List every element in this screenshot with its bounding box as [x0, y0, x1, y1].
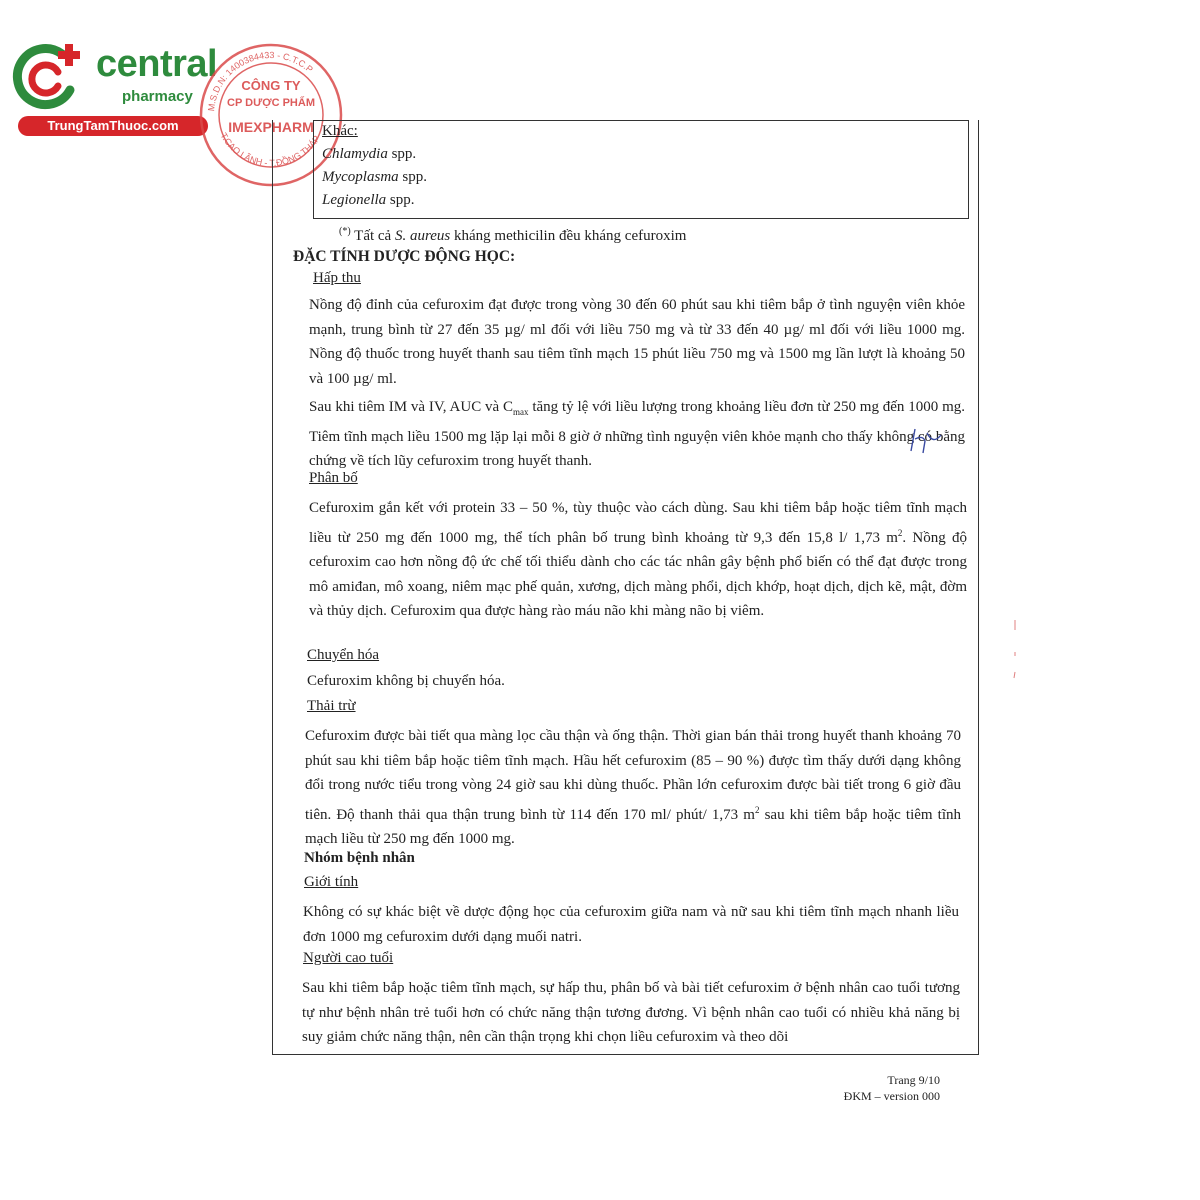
heading-gender: Giới tính [304, 874, 359, 890]
heading-elderly: Người cao tuổi [303, 950, 394, 966]
svg-text:IMEXPHARM: IMEXPHARM [228, 119, 314, 135]
margin-marks [1010, 620, 1020, 680]
svg-text:T.CAO LÃNH - T.ĐỒNG THÁP: T.CAO LÃNH - T.ĐỒNG THÁP [218, 131, 322, 169]
metabolism-paragraph: Cefuroxim không bị chuyển hóa. [307, 673, 505, 689]
heading-metabolism: Chuyển hóa [307, 647, 380, 663]
svg-text:CP DƯỢC PHẨM: CP DƯỢC PHẨM [227, 97, 315, 109]
page-number: Trang 9/10 [887, 1073, 940, 1087]
list-item: Legionella spp. [322, 192, 415, 208]
absorption-paragraph-2: Sau khi tiêm IM và IV, AUC và $C_{max}$ tăng tỷ lệ với liều lượng trong khoảng liều đơn từ 250 mg đến 1000 mg. Tiêm tĩnh mạch liều 1500 mg lặp lại mỗi 8 giờ ở những tình nguyện viên khỏe mạnh cho thấy không có bằng chứng về tích lũy cefuroxim trong huyết thanh. [309, 399, 965, 469]
document-page [272, 120, 979, 1055]
gender-paragraph: Không có sự khác biệt về dược động học của cefuroxim giữa nam và nữ sau khi tiêm tĩnh mạch nhanh liều đơn 1000 mg cefuroxim dưới dạng muối natri. [303, 904, 959, 945]
page-footer [830, 1072, 940, 1104]
table-header: Khác: [322, 123, 358, 139]
distribution-paragraph: Cefuroxim gắn kết với protein 33 – 50 %, tùy thuộc vào cách dùng. Sau khi tiêm bắp hoặc tiêm tĩnh mạch liều từ 250 mg đến 1000 mg, thể tích phân bố trung bình khoảng từ 9,3 đến 15,8 l/ 1,73 $m^2$. Nồng độ cefuroxim cao hơn nồng độ ức chế tối thiểu dành cho các tác nhân gây bệnh phổ biến có thể đạt được trong mô amiđan, mô xoang, niêm mạc phế quản, xương, dịch màng phổi, dịch khớp, hoạt dịch, dịch kẽ, mật, đờm và thủy dịch. Cefuroxim qua được hàng rào máu não khi màng não bị viêm. [309, 500, 967, 619]
heading-elimination: Thải trừ [307, 698, 356, 714]
pharmacy-cross-logo-icon [10, 38, 86, 114]
logo-subtitle: pharmacy [122, 88, 193, 105]
elderly-paragraph: Sau khi tiêm bắp hoặc tiêm tĩnh mạch, sự hấp thu, phân bố và bài tiết cefuroxim ở bệnh nhân cao tuổi tương tự như bệnh nhân trẻ tuổi hơn có chức năng thận tương đương. Vì bệnh nhân cao tuổi có nhiều khả năng bị suy giảm chức năng thận, nên cần thận trọng khi chọn liều cefuroxim và theo dõi [302, 980, 960, 1045]
heading-distribution: Phân bố [309, 470, 358, 486]
organism-table [313, 120, 969, 219]
list-item: Mycoplasma spp. [322, 169, 427, 185]
footnote: (*) Tất cả S. aureus kháng methicilin đều kháng cefuroxim [339, 226, 687, 244]
logo-url-badge: TrungTamThuoc.com [18, 116, 208, 136]
list-item: Chlamydia spp. [322, 146, 417, 162]
logo-name: central [96, 43, 218, 85]
central-pharmacy-logo [10, 36, 225, 136]
section-title: ĐẶC TÍNH DƯỢC ĐỘNG HỌC: [293, 248, 516, 265]
patients-title: Nhóm bệnh nhân [304, 850, 415, 866]
heading-absorption: Hấp thu [313, 270, 361, 286]
handwritten-initial-icon [905, 425, 945, 455]
svg-text:M.S.D.N: 1400384433 - C.T.C.P: M.S.D.N: 1400384433 - C.T.C.P [206, 49, 315, 112]
version-label: ĐKM – version 000 [843, 1089, 940, 1103]
svg-text:CÔNG TY: CÔNG TY [241, 78, 301, 93]
absorption-paragraph-1: Nồng độ đỉnh của cefuroxim đạt được trong vòng 30 đến 60 phút sau khi tiêm bắp ở tình nguyện viên khỏe mạnh, trung bình từ 27 đến 35 µg/ ml đối với liều 750 mg và từ 33 đến 40 µg/ ml đối với liều 1000 mg. Nồng độ thuốc trong huyết thanh sau tiêm tĩnh mạch 15 phút liều 750 mg và 1500 mg lần lượt là khoảng 50 và 100 µg/ ml. [309, 297, 965, 387]
elimination-paragraph: Cefuroxim được bài tiết qua màng lọc cầu thận và ống thận. Thời gian bán thải trong huyết thanh khoảng 70 phút sau khi tiêm bắp hoặc tiêm tĩnh mạch. Hầu hết cefuroxim (85 – 90 %) được tìm thấy dưới dạng không đổi trong nước tiểu trong vòng 24 giờ sau khi dùng thuốc. Phần lớn cefuroxim được bài tiết trong 6 giờ đầu tiên. Độ thanh thải qua thận trung bình từ 114 đến 170 ml/ phút/ 1,73 $m^2$ sau khi tiêm bắp hoặc tiêm tĩnh mạch liều từ 250 mg đến 1000 mg. [305, 728, 962, 847]
